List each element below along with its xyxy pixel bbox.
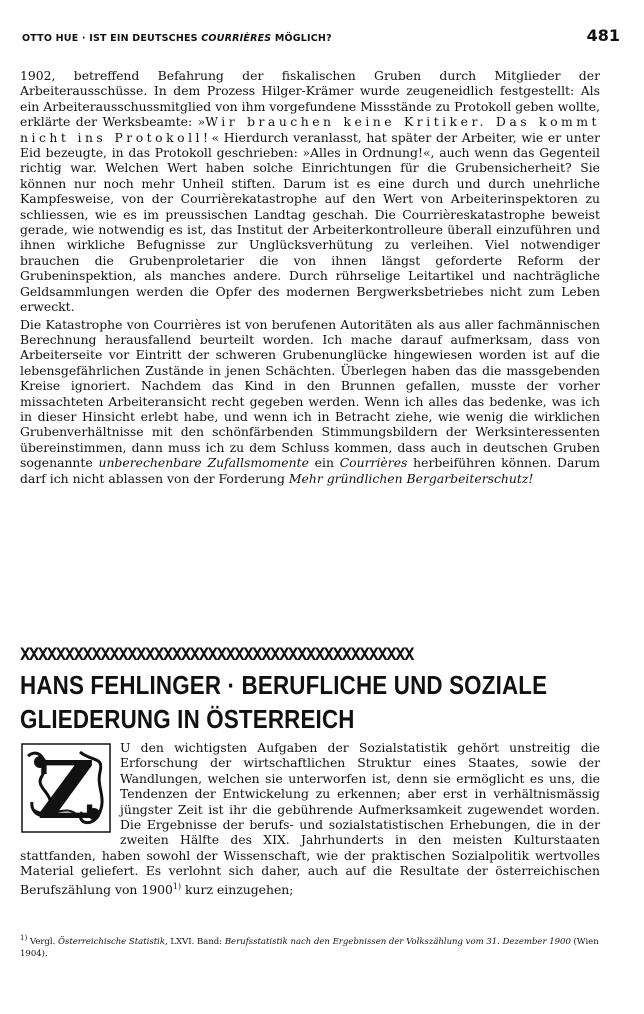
footnote: $^{1)}$ Vergl. Österreichische Statistik, LXVI. Band: Berufsstatistik nach den Ergebnissen der Volkszählung vom 31. Dezember 1900 (Wien 1904). — [20, 933, 599, 959]
article-hue-continuation — [20, 68, 600, 486]
article-headline — [20, 668, 610, 736]
running-title: OTTO HUE · IST EIN DEUTSCHES COURRIÈRES MÖGLICH? — [22, 33, 332, 44]
headline-line-1: HANS FEHLINGER · BERUFLICHE UND SOZIALE — [20, 670, 548, 700]
paragraph: Die Katastrophe von Courrières ist von berufenen Autoritäten als aus aller fachmännischen Berechnung herausfallend beurteilt worden. Ich mache darauf aufmerksam, dass von Arbeiterseite vor Eintritt der schweren Grubenunglücke hingewiesen worden ist auf die lebensgefährlichen Zustände in jenen Schächten. Überlegen haben das die massgebenden Kreise ignoriert. Nachdem das Kind in den Brunnen gefallen, musste der vorher missachteten Arbeiteransicht recht gegeben werden. Wenn ich alles das bedenke, was ich in dieser Hinsicht erlebt habe, und wenn ich in Betracht ziehe, wie wenig die wirklichen Grubenverhältnisse mit den schönfärbenden Stimmungsbildern der Werksinteressenten übereinstimmen, dann muss ich zu dem Schluss kommen, dass auch in deutschen Gruben sogenannte unberechenbare Zufallsmomente ein Courrières herbeiführen können. Darum darf ich nicht ablassen von der Forderung Mehr gründlichen Bergarbeiterschutz! — [20, 316, 601, 486]
x-divider: XXXXXXXXXXXXXXXXXXXXXXXXXXXXXXXXXXXXXXXXXXXX — [20, 645, 414, 665]
paragraph: 1902, betreffend Befahrung der fiskalischen Gruben durch Mitglieder der Arbeiterausschüsse. In dem Prozess Hilger-Krämer wurde zeugeneidlich festgestellt: Als ein Arbeiterausschussmitglied von ihm vorgefundene Missstände zu Protokoll geben wollte, erklärte der Werksbeamte: »Wir brauchen keine Kritiker. Das kommt nicht ins Protokoll!« Hierdurch veranlasst, hat später der Arbeiter, wie er unter Eid bezeugte, in das Protokoll geschrieben: »Alles in Ordnung!«, auch wenn das Gegenteil richtig war. Welchen Wert haben solche Einrichtungen für die Grubensicherheit? Sie können nur noch mehr Unheil stiften. Darum ist es eine durch und durch unehrliche Kampfesweise, von der Courrièrekatastrophe auf den Wert von Arbeiterinspektoren zu schliessen, wie es im preussischen Landtag geschah. Die Courrièreskatastrophe beweist gerade, wie notwendig es ist, das Institut der Arbeiterkontrolleure überall einzuführen und ihnen wirkliche Befugnisse zur Unglücksverhütung zu verleihen. Viel notwendiger brauchen die Grubenproletarier die von ihnen längst geforderte Reform der Grubeninspektion, als manches andere. Durch rührselige Leitartikel und nachträgliche Geldsammlungen werden die Opfer des modernen Bergwerksbetriebes nicht zum Leben erweckt. — [20, 68, 601, 315]
page-number: 481 — [586, 26, 620, 45]
spaced-quote: Wir brauchen keine Kritiker. Das kommt nicht ins Protokoll! — [20, 114, 601, 145]
article-fehlinger — [20, 740, 600, 897]
decorated-initial-z — [20, 742, 112, 834]
footnote-ref: 1) — [172, 881, 182, 891]
headline-line-2: GLIEDERUNG IN ÖSTERREICH — [20, 704, 355, 734]
running-head — [22, 26, 620, 50]
paragraph: U den wichtigsten Aufgaben der Sozialstatistik gehört unstreitig die Erforschung der wirtschaftlichen Struktur eines Staates, sowie der Wandlungen, welchen sie unterworfen ist, denn sie ermöglicht es uns, die Tendenzen der Entwickelung zu erkennen; aber erst in verhältnismässig jüngster Zeit ist ihr die gebührende Aufmerksamkeit zugewendet worden. Die Ergebnisse der berufs- und sozialstatistischen Erhebungen, die in der zweiten Hälfte des XIX. Jahrhunderts in den meisten Kulturstaaten stattfanden, haben sowohl der Wissenschaft, wie der praktischen Sozialpolitik wertvolles Material geliefert. Es verlohnt sich daher, auch auf die Resultate der österreichischen Berufszählung von 1900$^{1)}$ kurz einzugehen; — [20, 740, 600, 897]
svg-text:Z: Z — [36, 743, 96, 834]
